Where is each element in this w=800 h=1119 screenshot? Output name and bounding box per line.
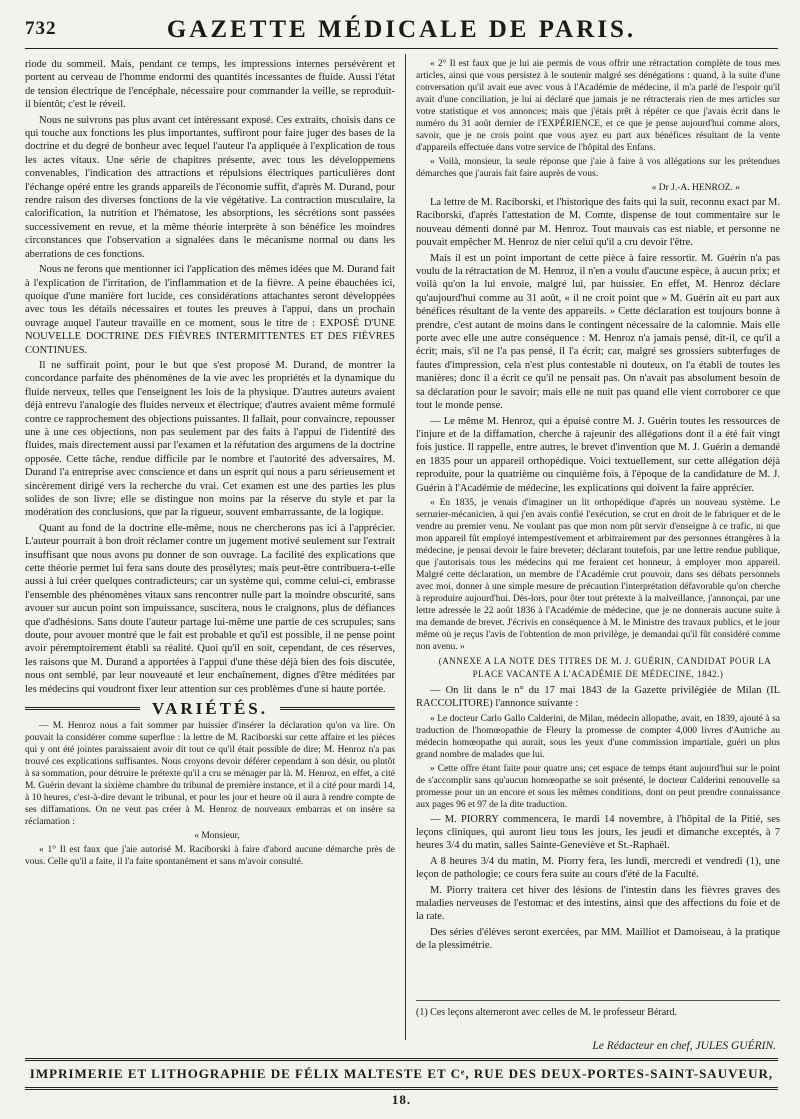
heading-rule-right bbox=[280, 707, 395, 710]
quoted-paragraph: « En 1835, je venais d'imaginer un lit orthopédique d'après un nouveau système. Le serrurier-mécanicien, à qui j'en avais confié l'exécution, se crut en droit de le fabriquer et de le vendre au premier venu. Ne voulant pas que mon nom pût servir d'enseigne à ce trafic, ni que mon appareil fût employé intempestivement et arbitrairement par des personnes étrangères à la médecine, je pensai devoir le faire breveter; déclarant toutefois, par une lettre rendue publique, que j'autorisais tous les médecins qui me feraient cet honneur, à employer mon appareil. Malgré cette déclaration, un membre de l'Académie crut pouvoir, dans ses débats personnels avec moi, donner à une simple mesure de précaution l'interprétation défavorable qu'on cherche à reproduire aujourd'hui. Dès-lors, pour ôter tout prétexte à la malveillance, j'annonçai, par une lettre adressée le 22 août 1836 à l'Académie de médecine, que je ne donnerais aucune suite à ma demande de brevet. J'écrivis en conséquence à M. le Ministre des travaux publics, et le jour même où je reçus l'avis de l'obtention de mon privilège, je demandai qu'il fût considéré comme non avenu. » bbox=[416, 497, 780, 652]
quoted-paragraph: « Le docteur Carlo Gallo Calderini, de Milan, médecin allopathe, avait, en 1839, ajouté à sa traduction de l'homœopathie de Fleury la promesse de compter 4,000 livres d'Autriche au médecin homœopathe qui aurait, sous les yeux d'une commission impartiale, guéri un plus grand nombre de malades que lui. bbox=[416, 713, 780, 760]
letter-salutation: « Monsieur, bbox=[194, 830, 240, 841]
section-title: VARIÉTÉS. bbox=[152, 699, 268, 719]
article-paragraph: Nous ne ferons que mentionner ici l'application des mêmes idées que M. Durand fait à l'explication de l'irritation, de l'inflammation et de la fièvre. A peine ébauchées ici, quoique d'une manière fort lucide, ces considérations attachantes seront développées avec tous les détails nécessaires et toutes les preuves à l'appui, dans un prochain ouvrage auquel l'auteur travaille en ce moment, sous le titre de : EXPOSÉ D'UNE NOUVELLE DOCTRINE DES FIÈVRES INTERMITTENTES ET DES FIÈVRES CONTINUES. bbox=[25, 264, 395, 356]
left-column bbox=[25, 58, 395, 1038]
article-paragraph: Nous ne suivrons pas plus avant cet intéressant exposé. Ces extraits, choisis dans ce qui touche aux fonctions les plus importantes, suffiront pour faire juger des bases de la doctrine et du degré de bonheur avec lequel l'auteur l'a appliquée à l'explication de tous les actes vitaux. Une série de chapitres présente, avec tous les développemens convenables, l'indication des attractions et répulsions électriques particulières dont l'échange opéré entre les grands appareils de l'économie suffit, d'après M. Durand, pour rendre raison des diverses fonctions de la vie végétative. La contraction musculaire, la calorification, la nutrition et l'hématose, les absorptions, les sécrétions sont passées successivement en revue, et la même théorie interprète à son bénéfice les moindres circonstances que l'observation a signalées dans le mécanisme normal ou dans les aberrations de ces fonctions. bbox=[25, 114, 395, 260]
heading-rule-left bbox=[25, 707, 140, 710]
article-paragraph: Quant au fond de la doctrine elle-même, nous ne chercherons pas ici à l'apprécier. L'auteur pourrait à bon droit réclamer contre un jugement motivé seulement sur l'extrait insuffisant que nous avons pu donner de son ouvrage. La facilité des explications que cette théorie permet lui fera sans doute des prosélytes; mais peut-être contribuera-t-elle aussi à lui créer quelques contradicteurs; car un système qui, comme celui-ci, embrasse l'ensemble des phénomènes vitaux sans rencontrer nulle part la moindre obscurité, sans avouer sur aucun point son impuissance, suscitera, nous le craignons, plus de défiances que d'adhésions. Sans doute l'auteur partage lui-même une partie de ces scrupules; sans doute, pour avouer montré que le fait est probable et qu'il est possible, il ne pense point avoir péremptoirement établi sa réalité. Quoi qu'il en soit, cependant, de ces réserves, les raisons que M. Durand a apportées à l'appui d'une thèse déjà bien des fois discutée, nous ont semblé, par leur nouveauté et leur enchaînement, dignes d'être méditées par les médecins qui voudront fixer leur attention sur ces problèmes d'une si haute portée. bbox=[25, 522, 395, 695]
section-heading bbox=[25, 699, 395, 719]
column-divider bbox=[405, 54, 406, 1040]
printer-footer: IMPRIMERIE ET LITHOGRAPHIE DE FÉLIX MALTESTE ET Cᵉ, RUE DES DEUX-PORTES-SAINT-SAUVEUR, 18. bbox=[25, 1058, 778, 1090]
letter-paragraph: « 2° Il est faux que je lui aie permis de vous offrir une rétractation complète de tous mes articles, ainsi que vous persistez à le soutenir malgré ses dénégations : quand, à la suite d'une conversation qu'il avait eue avec vous à l'Académie de médecine, il m'a parlé de l'espoir qu'il avait d'une conciliation, je lui ai déclaré que jamais je ne rétracterais rien de mes articles sur votre statistique et vos annonces; mais que j'étais prêt à répéter ce que j'avais écrit dans le numéro du 31 août dernier de l'EXPÉRIENCE, et ce que je pense aujourd'hui comme alors, savoir, que je ne crois point que vous ayez eu part aux bénéfices résultant de la vente d'appareils effectuée dans votre service de l'hôpital des Enfans. bbox=[416, 59, 780, 153]
page-number: 732 bbox=[25, 18, 57, 39]
varietes-paragraph: — M. Henroz nous a fait sommer par huissier d'insérer la déclaration qu'on va lire. On pouvait la considérer comme superflue : la lettre de M. Raciborski sur cette affaire et les pièces qui y ont été jointes paraissaient avoir dit tout ce qu'il était possible de dire; M. Henroz n'a pas trouvé ces explications suffisantes. Nous croyons devoir déférer cependant à son désir, ou plutôt à sa sommation, pour détruire le prétexte qu'il a cru se ménager par là. M. Henroz, en effet, a cité M. Guérin devant la sixième chambre du tribunal de première instance, et il a cité pour mardi 14, à 10 heures, c'est-à-dire devant le tribunal, et pour les jour et heure où il aura à rendre compte de ses diffamations. On ne veut pas créer à M. Henroz de nouveaux embarras et on insère sa réclamation : bbox=[25, 720, 395, 827]
article-paragraph: A 8 heures 3/4 du matin, M. Piorry fera, les lundi, mercredi et vendredi (1), une leçon de pathologie; ce cours fera suite au cours d'été de la Faculté. bbox=[416, 855, 780, 881]
article-paragraph: Mais il est un point important de cette pièce à faire ressortir. M. Guérin n'a pas voulu de la rétractation de M. Henroz, il n'en a voulu d'aucune espèce, à aucun prix; et voilà qu'on la lui envoie, malgré lui, par huissier. En effet, M. Henroz déclare qu'aujourd'hui comme au 31 août, « il ne croit point que » M. Guérin ait eu part aux bénéfices résultant de la vente des appareils. » Cette déclaration est toujours bonne à prendre, c'est autant de moins dans le contingent nécessaire de la calomnie. Mais elle porte avec elle une autre conséquence : M. Henroz n'a jamais pensé, dit-il, ce qu'il a écrit; mais, s'il ne l'a pas pensé, il l'a écrit; car, malgré ses grossiers subterfuges de fautes d'impression, cela n'est plus contestable ni douteux, on l'a établi de toutes les manières; donc il a écrit ce qu'il ne pensait pas. On n'avait pas absolument besoin de sa déclaration pour le savoir; mais elle ne nuit pas quand elle vient corroborer ce que tout le monde pense. bbox=[416, 252, 780, 412]
letter-paragraph: « 1° Il est faux que j'aie autorisé M. Raciborski à faire d'abord aucune démarche près de vous. Celle qu'il a faite, il l'a faite spontanément et sans m'avoir consulté. bbox=[25, 844, 395, 867]
article-paragraph: — M. PIORRY commencera, le mardi 14 novembre, à l'hôpital de la Pitié, ses leçons cliniques, qui auront lieu tous les jours, les jeudi et dimanche exceptés, à 7 heures 3/4 du matin, salles Sainte-Geneviève et St.-Raphaël. bbox=[416, 813, 780, 852]
editor-signature: Le Rédacteur en chef, JULES GUÉRIN. bbox=[592, 1040, 776, 1052]
article-paragraph: Il ne suffirait point, pour le but que s'est proposé M. Durand, de montrer la concordance parfaite des phénomènes de la vie avec les propriétés et la dynamique du fluide nerveux, telles que l'enseignent les lois de la physique. D'autres auteurs avaient déjà entrevu l'analogie des fluides nerveux et électrique; d'autres avaient même formulé contre ce rapprochement des objections puissantes. Il fallait, pour convaincre, repousser une à une ces objections, non pas seulement par des faits à l'appui de l'identité des fluides, mais directement aussi par l'examen et la réfutation des argumens de la doctrine opposée. Cette tâche, rendue difficile par le nombre et l'autorité des adversaires, M. Durand l'a entreprise avec conscience et dans un esprit qui nous a paru sérieusement et sincèrement dirigé vers la recherche du vrai. Cet examen est une des parties les plus solides de son livre; elle se distingue non moins par la réserve du style et par la modération des conclusions, que par la rigueur, souvent embarrassante, de la logique. bbox=[25, 359, 395, 519]
article-paragraph: Des séries d'élèves seront exercées, par MM. Mailliot et Damoiseau, à la pratique de la plessimétrie. bbox=[416, 926, 780, 952]
article-paragraph: La lettre de M. Raciborski, et l'historique des faits qui la suit, reconnu exact par M. Raciborski, d'après l'attestation de M. Comte, dispense de tout commentaire sur le nouveau démenti donné par M. Henroz. Tout mauvais cas est niable, et personne ne pouvait empêcher M. Henroz de nier celui qu'il a cru devoir l'être. bbox=[416, 197, 780, 249]
page-header bbox=[25, 14, 778, 49]
right-column bbox=[416, 58, 780, 1038]
article-paragraph: — On lit dans le n° du 17 mai 1843 de la Gazette privilégiée de Milan (IL RACCOLITORE) l'annonce suivante : bbox=[416, 684, 780, 710]
article-paragraph: — Le même M. Henroz, qui a épuisé contre M. J. Guérin toutes les ressources de l'injure et de la diffamation, cherche à rajeunir des allégations dont il a été fait vingt fois justice. Il rappelle, entre autres, le brevet d'invention que M. J. Guérin a demandé en 1835 pour un appareil orthopédique. Voici textuellement, sur cette allégation déjà reproduite, pour la quatrième ou cinquième fois, à l'époque de la candidature de M. J. Guérin à l'Académie de médecine, les explications qui doivent la faire apprécier. bbox=[416, 415, 780, 494]
article-paragraph: riode du sommeil. Mais, pendant ce temps, les impressions internes persévèrent et portent au cerveau de l'homme endormi des quantités incessantes de fluide. Aussi l'état de tension électrique de l'encéphale, nécessaire pour commander la veille, se reproduit-il bientôt; c'est le réveil. bbox=[25, 59, 395, 111]
article-paragraph: M. Piorry traitera cet hiver des lésions de l'intestin dans les fièvres graves des maladies nerveuses de l'estomac et des intestins, ainsi que des affections du foie et de la rate. bbox=[416, 884, 780, 923]
letter-signature: « Dr J.-A. HENROZ. » bbox=[651, 183, 740, 193]
quoted-paragraph: » Cette offre étant faite pour quatre ans; cet espace de temps étant aujourd'hui sur le point de s'accomplir sans qu'aucun homœopathe se soit présenté, le docteur Calderini renouvelle sa promesse pour un an encore et sous les mêmes conditions, dont on peut prendre connaissance aux pages 96 et 97 de la dite traduction. bbox=[416, 763, 780, 810]
page-title: GAZETTE MÉDICALE DE PARIS. bbox=[166, 16, 637, 43]
footnote: (1) Ces leçons alterneront avec celles de M. le professeur Bérard. bbox=[416, 1000, 780, 1018]
annex-note: (ANNEXE A LA NOTE DES TITRES DE M. J. GUÉRIN, CANDIDAT POUR LA PLACE VACANTE A L'ACADÉMIE DE MÉDECINE, 1842.) bbox=[438, 655, 772, 680]
letter-paragraph: « Voilà, monsieur, la seule réponse que j'aie à faire à vos allégations sur les prétendues démarches que j'aurais fait faire auprès de vous. bbox=[416, 157, 780, 179]
